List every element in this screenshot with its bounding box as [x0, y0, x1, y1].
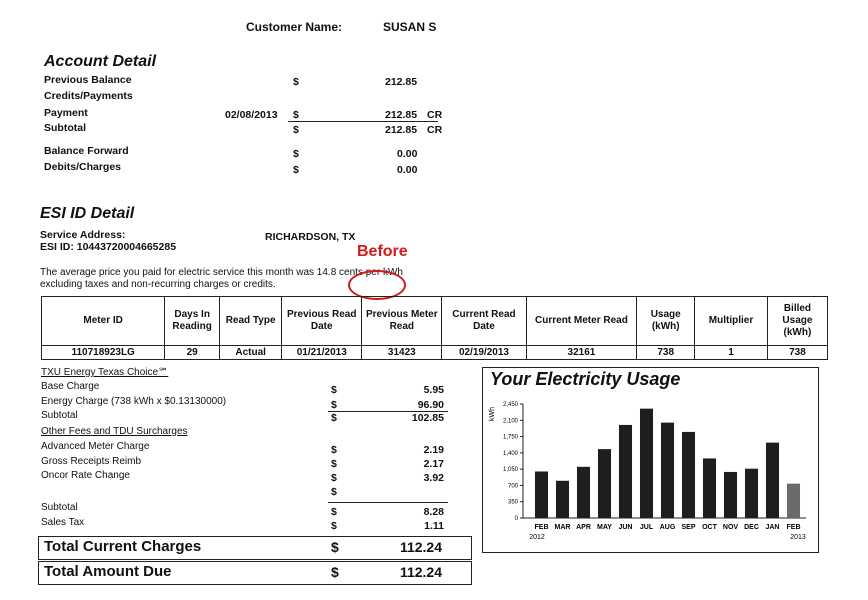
sales-tax-amount: 1.11: [424, 520, 444, 532]
oncor-rate-label: Oncor Rate Change: [41, 470, 130, 481]
payment-suffix: CR: [427, 109, 443, 121]
energy-charge-currency: $: [331, 399, 337, 411]
payment-divider: [288, 121, 438, 122]
x-tick-label: FEB: [534, 524, 549, 531]
bar: [766, 443, 779, 518]
bar: [682, 432, 695, 518]
gross-receipts-currency: $: [331, 458, 337, 470]
subtotal-amount: 212.85: [385, 124, 418, 136]
total-current-currency: $: [331, 539, 339, 555]
col-billed-usage: Billed Usage (kWh): [767, 297, 827, 346]
bar: [598, 449, 611, 518]
sales-tax-currency: $: [331, 520, 337, 532]
cell-meter-id: 110718923LG: [42, 346, 165, 360]
col-multiplier: Multiplier: [695, 297, 768, 346]
x-tick-label: FEB: [786, 524, 801, 531]
esi-detail-title: ESI ID Detail: [40, 205, 135, 222]
x-tick-label: OCT: [702, 524, 717, 531]
gross-receipts-amount: 2.17: [423, 458, 444, 470]
balance-forward-currency: $: [293, 148, 299, 160]
subtotal2-currency: $: [331, 506, 337, 518]
oncor-rate-currency: $: [331, 472, 337, 484]
x-tick-label: AUG: [659, 524, 676, 531]
meter-table: [41, 296, 828, 360]
account-detail-title: Account Detail: [44, 53, 157, 70]
y-tick-label: 1,750: [502, 434, 518, 441]
y-tick-label: 700: [507, 483, 518, 490]
base-charge-currency: $: [331, 384, 337, 396]
y-tick-label: 0: [514, 516, 518, 522]
average-price-line: [40, 267, 403, 278]
average-price-text: The average price you paid for electric service this month was: [40, 267, 317, 278]
x-tick-label: DEC: [744, 524, 759, 531]
col-current-meter-read: Current Meter Read: [526, 297, 637, 346]
energy-charge-label: Energy Charge (738 kWh x $0.13130000): [41, 396, 227, 407]
subtotal2-amount: 8.28: [423, 506, 444, 518]
energy-charge-amount: 96.90: [417, 399, 444, 411]
bar: [703, 458, 716, 518]
total-current-label: Total Current Charges: [44, 538, 202, 555]
service-address-value: RICHARDSON, TX: [265, 231, 356, 243]
x-tick-label: JUL: [639, 524, 654, 531]
oncor-rate-amount: 3.92: [423, 472, 444, 484]
esi-id: ESI ID: 10443720004665285: [40, 241, 177, 253]
x-tick-label: JAN: [765, 524, 780, 531]
bar: [577, 467, 590, 518]
year-end-label: 2013: [790, 534, 806, 541]
advanced-meter-currency: $: [331, 444, 337, 456]
cell-current-read-date: 02/19/2013: [442, 346, 526, 360]
payment-label: Payment: [44, 107, 88, 119]
bar: [724, 472, 737, 518]
average-price-value: 14.8 cents: [316, 267, 363, 278]
bar: [640, 409, 653, 518]
subtotal2-label: Subtotal: [41, 502, 78, 513]
x-tick-label: APR: [576, 524, 591, 531]
blank-currency: $: [331, 486, 337, 498]
average-price-unit: per kWh: [362, 267, 403, 278]
x-tick-label: MAY: [597, 524, 612, 531]
average-price-note: excluding taxes and non-recurring charges or credits.: [40, 279, 276, 290]
provider-title: TXU Energy Texas Choice℠: [41, 367, 169, 378]
customer-name-label: Customer Name:: [246, 20, 343, 34]
year-start-label: 2012: [529, 534, 545, 541]
y-tick-label: 2,100: [502, 418, 518, 425]
bar: [745, 469, 758, 518]
cell-previous-meter-read: 31423: [362, 346, 442, 360]
col-current-read-date: Current Read Date: [442, 297, 526, 346]
total-due-label: Total Amount Due: [44, 563, 172, 580]
subtotal1-amount: 102.85: [411, 412, 444, 424]
col-meter-id: Meter ID: [42, 297, 165, 346]
cell-previous-read-date: 01/21/2013: [282, 346, 362, 360]
y-tick-label: 1,400: [502, 450, 518, 457]
bar: [661, 423, 674, 518]
bar: [535, 471, 548, 518]
y-tick-label: 1,050: [502, 467, 518, 474]
debits-charges-currency: $: [293, 164, 299, 176]
advanced-meter-label: Advanced Meter Charge: [41, 441, 150, 452]
debits-charges-amount: 0.00: [397, 164, 418, 176]
previous-balance-amount: 212.85: [385, 76, 418, 88]
previous-balance-label: Previous Balance: [44, 74, 132, 86]
sales-tax-label: Sales Tax: [41, 517, 85, 528]
base-charge-label: Base Charge: [41, 381, 100, 392]
service-address-label: Service Address:: [40, 229, 126, 241]
total-due-currency: $: [331, 564, 339, 580]
credits-payments-label: Credits/Payments: [44, 90, 133, 102]
y-tick-label: 350: [507, 499, 518, 506]
cell-read-type: Actual: [220, 346, 282, 360]
balance-forward-amount: 0.00: [397, 148, 418, 160]
cell-billed-usage: 738: [767, 346, 827, 360]
subtotal1-currency: $: [331, 412, 337, 424]
fees-title: Other Fees and TDU Surcharges: [41, 426, 188, 437]
x-tick-label: JUN: [618, 524, 633, 531]
payment-date: 02/08/2013: [225, 109, 278, 121]
col-previous-meter-read: Previous Meter Read: [362, 297, 442, 346]
x-tick-label: MAR: [554, 524, 571, 531]
base-charge-amount: 5.95: [423, 384, 444, 396]
total-due-amount: 112.24: [399, 564, 442, 580]
subtotal-label: Subtotal: [44, 122, 86, 134]
fees-divider: [328, 502, 448, 503]
cell-days: 29: [165, 346, 220, 360]
table-row: [42, 346, 828, 360]
usage-chart: [482, 394, 817, 544]
bar: [619, 425, 632, 518]
cell-current-meter-read: 32161: [526, 346, 637, 360]
cell-multiplier: 1: [695, 346, 768, 360]
x-tick-label: NOV: [722, 524, 739, 531]
bar: [787, 484, 800, 518]
payment-amount: 212.85: [385, 109, 418, 121]
bar: [556, 481, 569, 518]
y-axis-label: kWh: [489, 407, 496, 421]
cell-usage: 738: [637, 346, 695, 360]
col-read-type: Read Type: [220, 297, 282, 346]
previous-balance-currency: $: [293, 76, 299, 88]
payment-currency: $: [293, 109, 299, 121]
debits-charges-label: Debits/Charges: [44, 161, 122, 173]
col-usage: Usage (kWh): [637, 297, 695, 346]
subtotal-suffix: CR: [427, 124, 443, 136]
meter-table-header: [42, 297, 828, 346]
total-current-amount: 112.24: [399, 539, 442, 555]
balance-forward-label: Balance Forward: [44, 145, 129, 157]
y-tick-label: 2,450: [502, 402, 518, 408]
x-tick-label: SEP: [681, 524, 696, 531]
col-previous-read-date: Previous Read Date: [282, 297, 362, 346]
advanced-meter-amount: 2.19: [423, 444, 444, 456]
chart-title: Your Electricity Usage: [490, 369, 681, 389]
before-annotation: Before: [357, 243, 408, 260]
customer-name-value: SUSAN S: [383, 20, 437, 34]
col-days-in-reading: Days In Reading: [165, 297, 220, 346]
subtotal1-label: Subtotal: [41, 410, 78, 421]
subtotal-currency: $: [293, 124, 299, 136]
gross-receipts-label: Gross Receipts Reimb: [41, 456, 142, 467]
